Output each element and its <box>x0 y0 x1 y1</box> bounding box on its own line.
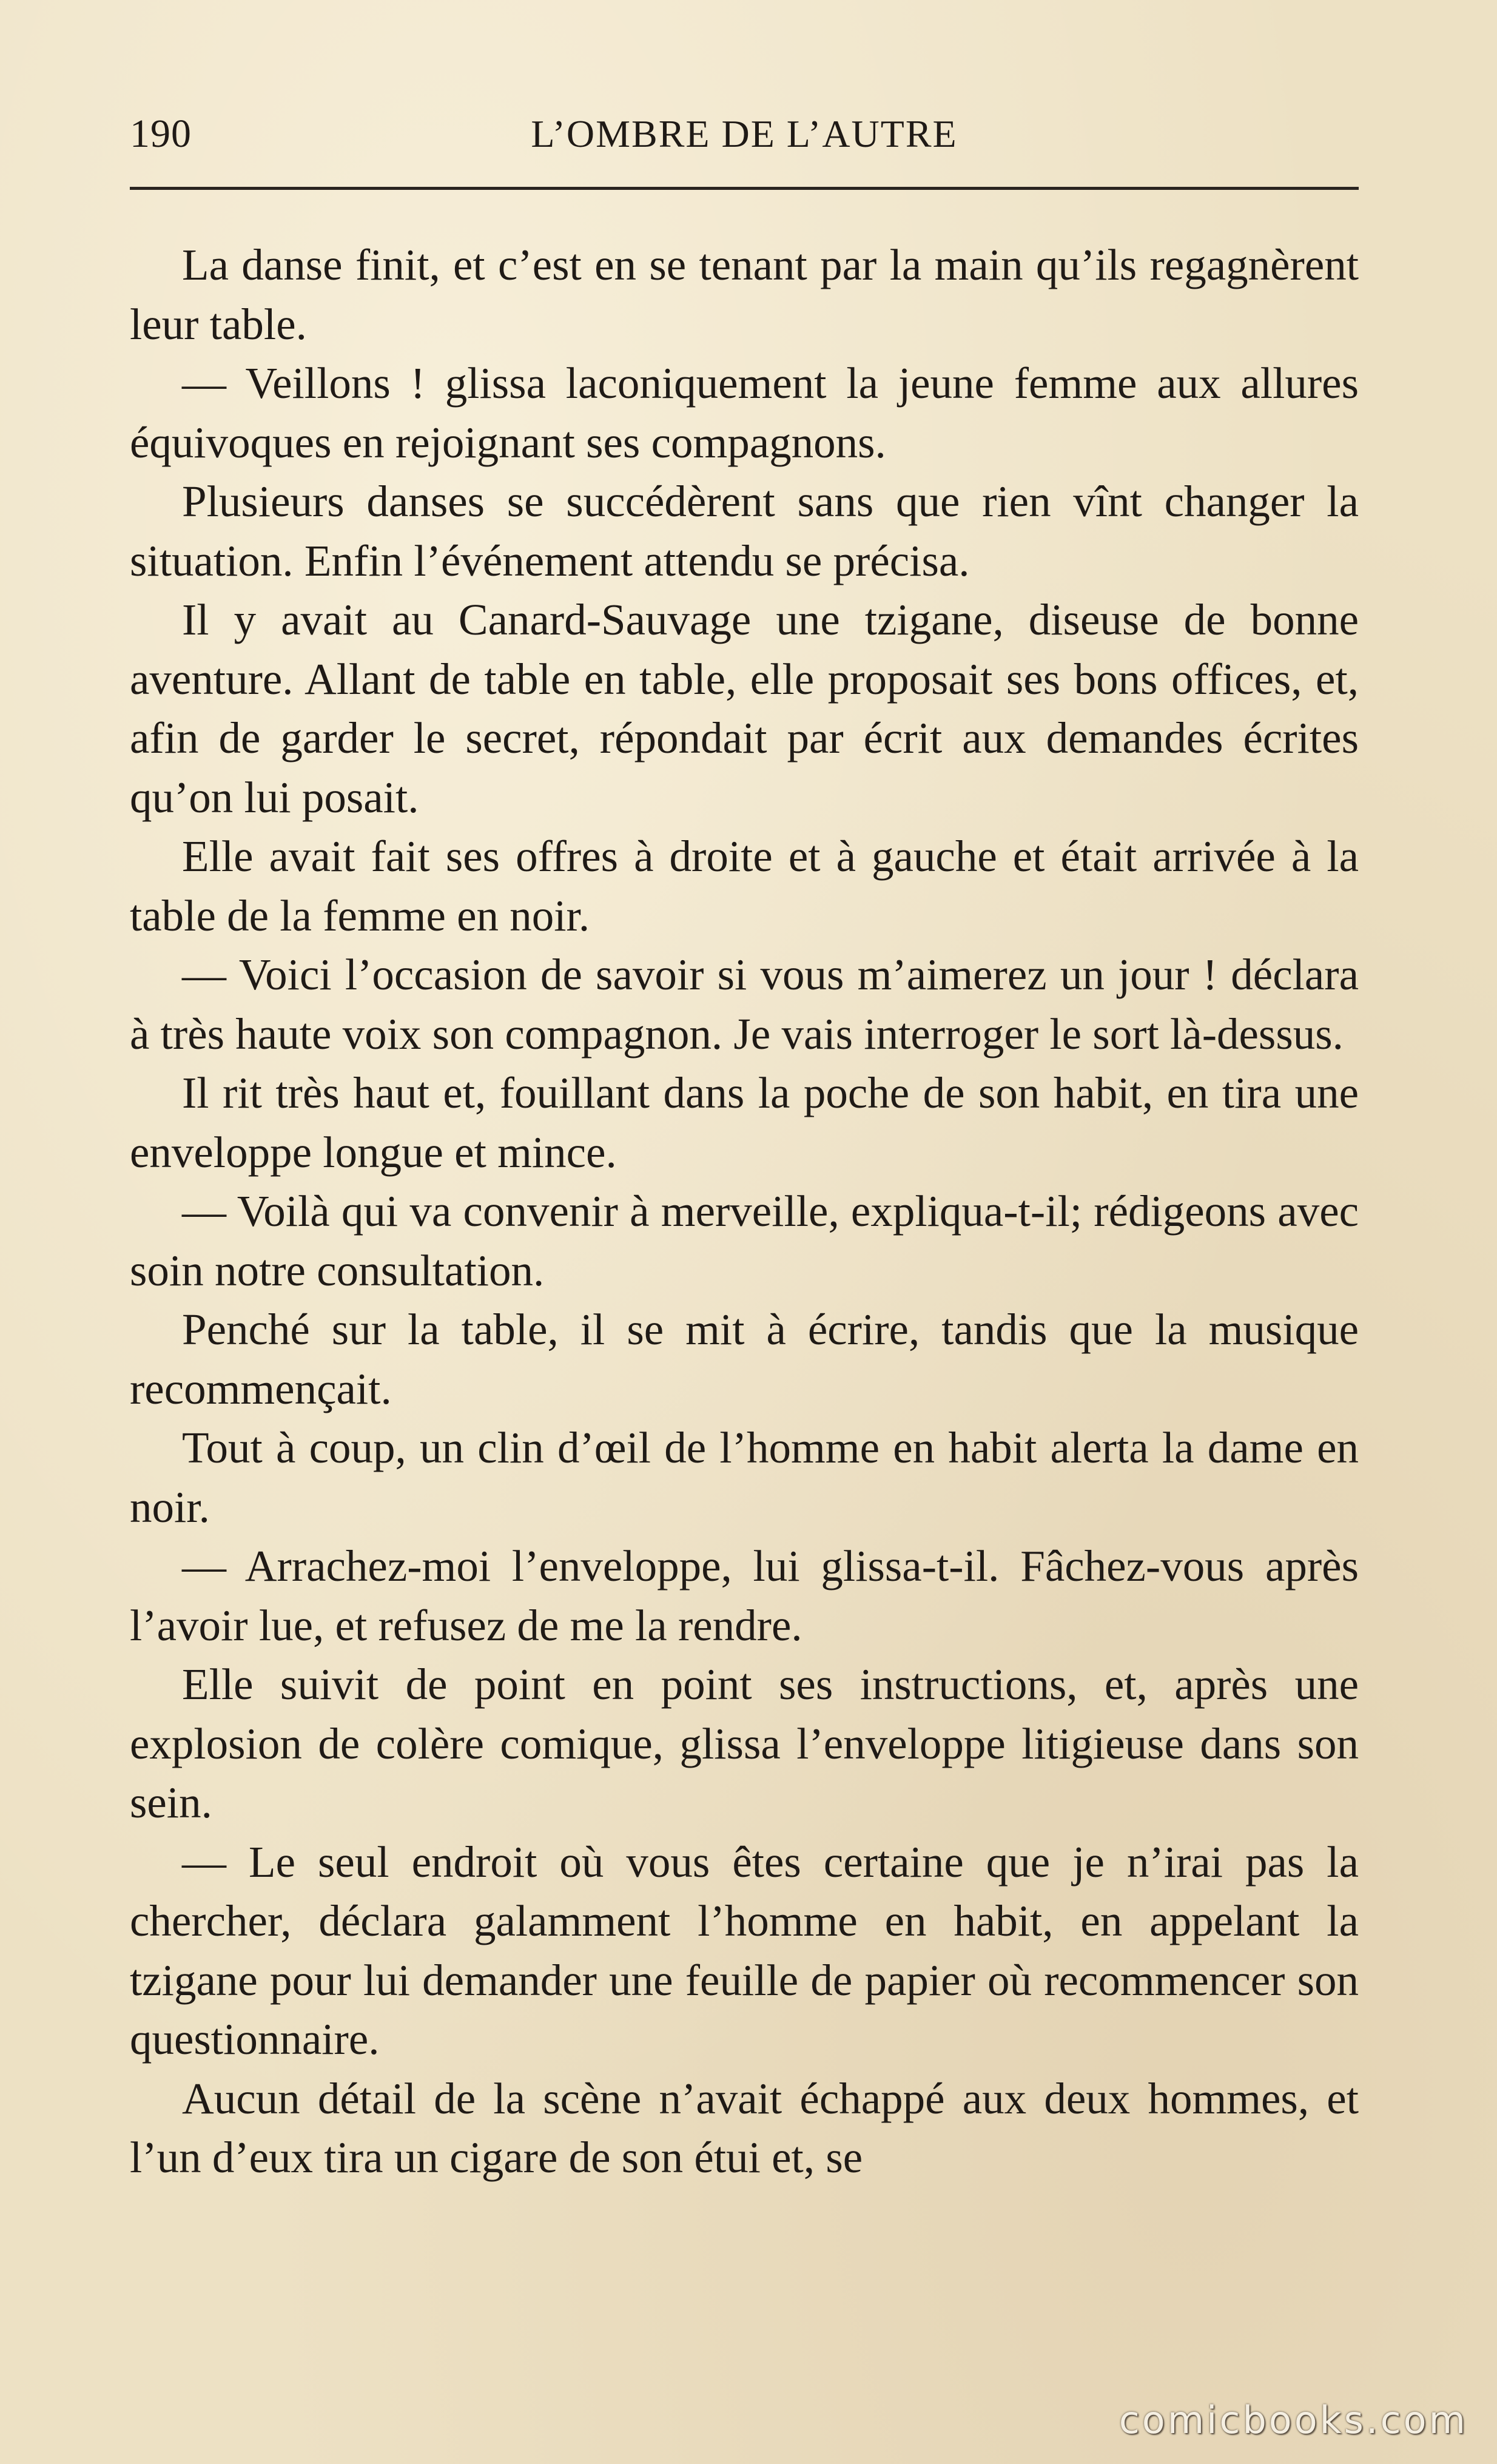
paragraph: Penché sur la table, il se mit à écrire, tandis que la musique recommençait. <box>130 1305 1359 1413</box>
paragraph: — Le seul endroit où vous êtes certaine que je n’irai pas la chercher, déclara galamment l’homme en habit, en appelant la tzigane pour lui demander une feuille de papier où recommencer son questionnaire. <box>130 1837 1359 2064</box>
paragraph: — Voilà qui va convenir à merveille, expliqua-t-il; rédigeons avec soin notre consultation. <box>130 1187 1359 1295</box>
paragraph: — Arrachez-moi l’enveloppe, lui glissa-t-il. Fâchez-vous après l’avoir lue, et refusez de me la rendre. <box>130 1541 1359 1650</box>
paragraph: — Veillons ! glissa laconiquement la jeune femme aux allures équivoques en rejoignant ses compagnons. <box>130 358 1359 467</box>
paragraph: Elle avait fait ses offres à droite et à gauche et était arrivée à la table de la femme en noir. <box>130 832 1359 940</box>
watermark: comicbooks.com <box>1119 2398 1468 2442</box>
header-rule <box>130 187 1359 190</box>
paragraph: Aucun détail de la scène n’avait échappé aux deux hommes, et l’un d’eux tira un cigare de son étui et, se <box>130 2073 1359 2182</box>
running-title: L’OMBRE DE L’AUTRE <box>531 112 958 155</box>
paragraph: Il rit très haut et, fouillant dans la poche de son habit, en tira une enveloppe longue et mince. <box>130 1068 1359 1177</box>
paragraph: Il y avait au Canard-Sauvage une tzigane, diseuse de bonne aventure. Allant de table en table, elle proposait ses bons offices, et, afin de garder le secret, répondait par écrit aux demandes écrites qu’on lui posait. <box>130 595 1359 822</box>
page-header <box>130 107 1359 161</box>
paragraph: Plusieurs danses se succédèrent sans que rien vînt changer la situation. Enfin l’événement attendu se précisa. <box>130 477 1359 585</box>
paragraph: — Voici l’occasion de savoir si vous m’aimerez un jour ! déclara à très haute voix son compagnon. Je vais interroger le sort là-dessus. <box>130 950 1359 1059</box>
paragraph: Elle suivit de point en point ses instructions, et, après une explosion de colère comique, glissa l’enveloppe litigieuse dans son sein. <box>130 1660 1359 1827</box>
body-text <box>130 235 1359 2187</box>
page-number: 190 <box>130 112 192 156</box>
paragraph: La danse finit, et c’est en se tenant par la main qu’ils regagnèrent leur table. <box>130 240 1359 349</box>
paragraph: Tout à coup, un clin d’œil de l’homme en habit alerta la dame en noir. <box>130 1423 1359 1532</box>
